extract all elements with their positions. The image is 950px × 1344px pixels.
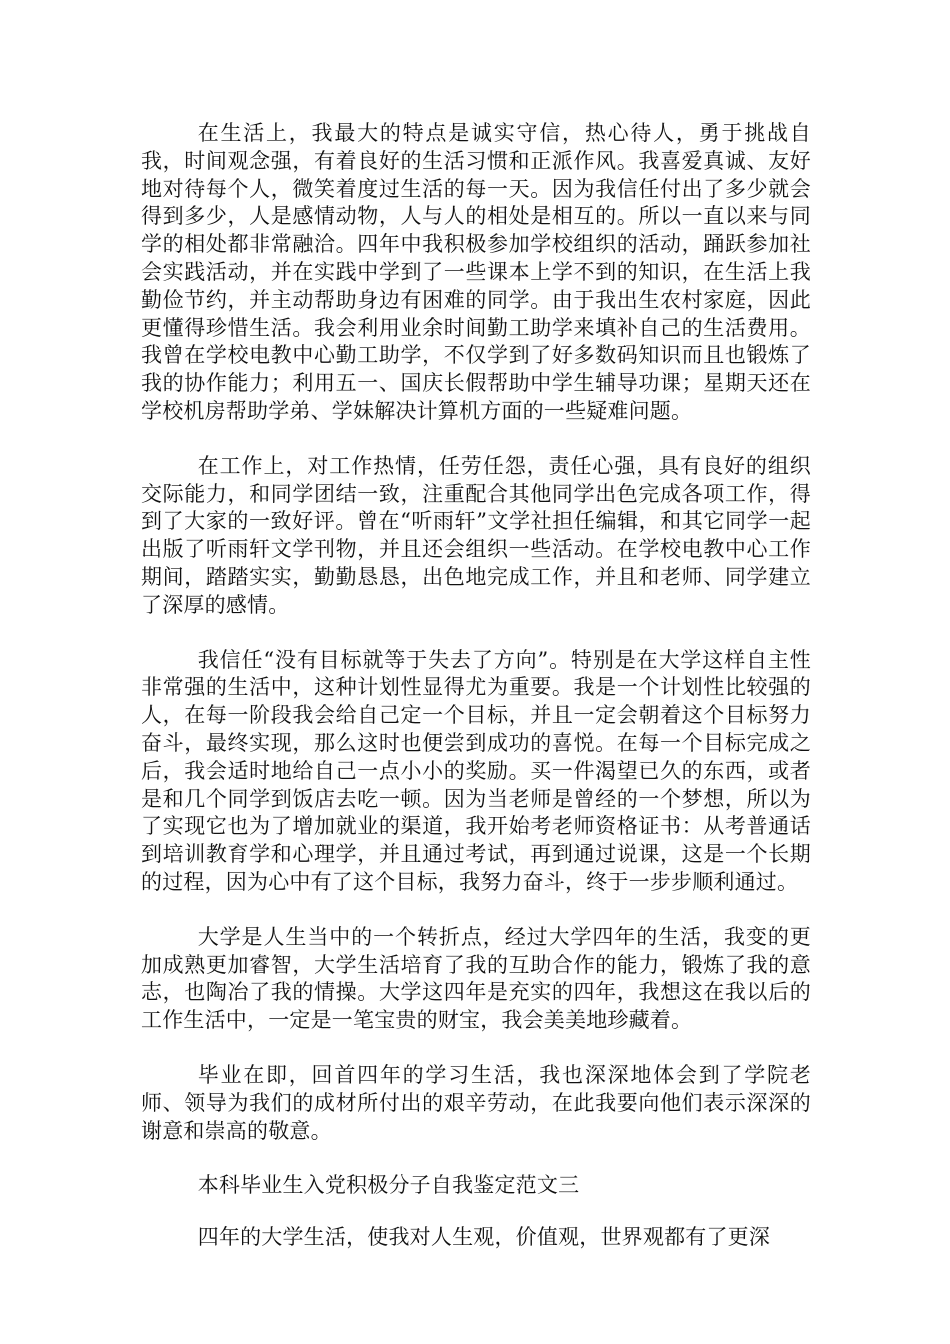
paragraph-university: 大学是人生当中的一个转折点，经过大学四年的生活，我变的更加成熟更加睿智，大学生活培育了我的互助合作的能力，锻炼了我的意志，也陶冶了我的情操。大学这四年是充实的四年，我想这在我以后的工作生活中，一定是一笔宝贵的财宝，我会美美地珍藏着。 <box>141 924 811 1033</box>
paragraph-work: 在工作上，对工作热情，任劳任怨，责任心强，具有良好的组织交际能力，和同学团结一致，注重配合其他同学出色完成各项工作，得到了大家的一致好评。曾在“听雨轩”文学社担任编辑，和其它同学一起出版了听雨轩文学刊物，并且还会组织一些活动。在学校电教中心工作期间，踏踏实实，勤勤恳恳，出色地完成工作，并且和老师、同学建立了深厚的感情。 <box>141 453 811 617</box>
paragraph-gratitude: 毕业在即，回首四年的学习生活，我也深深地体会到了学院老师、领导为我们的成材所付出的艰辛劳动，在此我要向他们表示深深的谢意和崇高的敬意。 <box>141 1062 811 1143</box>
paragraph-life: 在生活上，我最大的特点是诚实守信，热心待人，勇于挑战自我，时间观念强，有着良好的生活习惯和正派作风。我喜爱真诚、友好地对待每个人，微笑着度过生活的每一天。因为我信任付出了多少就会得到多少，人是感情动物，人与人的相处是相互的。所以一直以来与同学的相处都非常融洽。四年中我积极参加学校组织的活动，踊跃参加社会实践活动，并在实践中学到了一些课本上学不到的知识，在生活上我勤俭节约，并主动帮助身边有困难的同学。由于我出生农村家庭，因此更懂得珍惜生活。我会利用业余时间勤工助学来填补自己的生活费用。我曾在学校电教中心勤工助学，不仅学到了好多数码知识而且也锻炼了我的协作能力；利用五一、国庆长假帮助中学生辅导功课；星期天还在学校机房帮助学弟、学妹解决计算机方面的一些疑难问题。 <box>141 121 811 423</box>
paragraph-goals: 我信任“没有目标就等于失去了方向”。特别是在大学这样自主性非常强的生活中，这种计划性显得尤为重要。我是一个计划性比较强的人，在每一阶段我会给自己定一个目标，并且一定会朝着这个目标努力奋斗，最终实现，那么这时也便尝到成功的喜悦。在每一个目标完成之后，我会适时地给自己一点小小的奖励。买一件渴望已久的东西，或者是和几个同学到饭店去吃一顿。因为当老师是曾经的一个梦想，所以为了实现它也为了增加就业的渠道，我开始考老师资格证书：从考普通话到培训教育学和心理学，并且通过考试，再到通过说课，这是一个长期的过程，因为心中有了这个目标，我努力奋斗，终于一步步顺利通过。 <box>141 647 811 894</box>
paragraph-last: 四年的大学生活，使我对人生观，价值观，世界观都有了更深 <box>197 1225 771 1250</box>
section-heading: 本科毕业生入党积极分子自我鉴定范文三 <box>197 1173 580 1198</box>
document-body <box>141 120 811 1279</box>
